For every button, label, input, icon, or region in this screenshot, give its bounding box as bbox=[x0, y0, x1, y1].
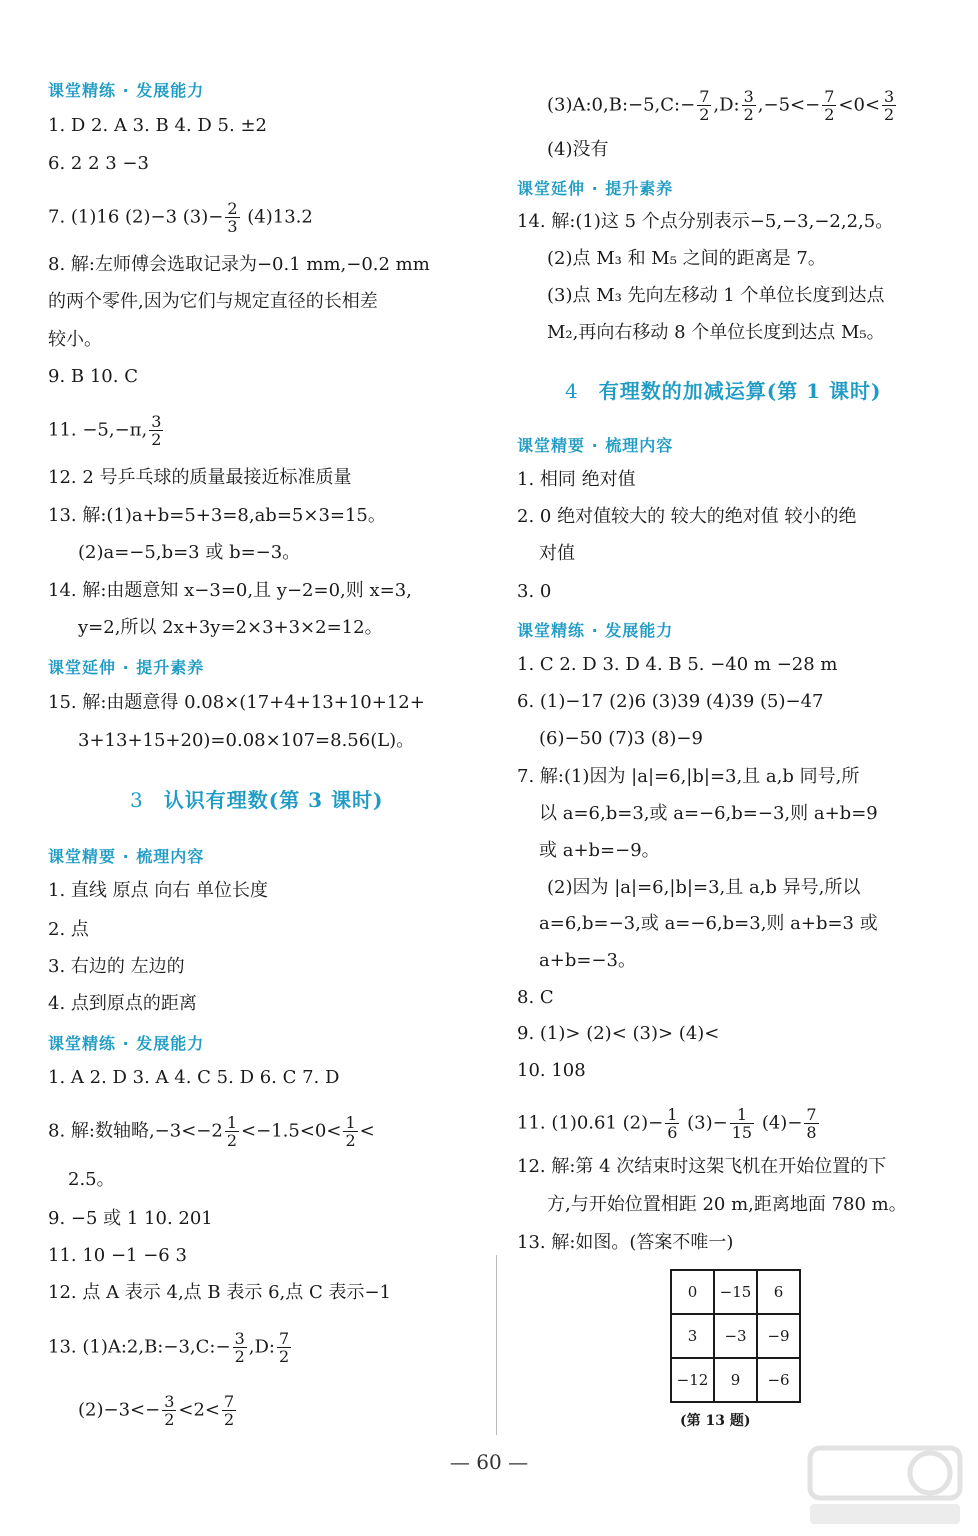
numerator: 1 bbox=[730, 1106, 754, 1124]
numerator: 3 bbox=[884, 87, 895, 106]
denominator: 2 bbox=[234, 1347, 245, 1366]
denominator: 2 bbox=[164, 1410, 175, 1429]
numerator: 3 bbox=[743, 87, 754, 106]
numerator: 3 bbox=[234, 1329, 245, 1348]
answer-grid bbox=[670, 1269, 801, 1403]
text: <2< bbox=[178, 1399, 221, 1421]
answer-line: 11. 10 −1 −6 3 bbox=[48, 1245, 187, 1266]
text: ,D: bbox=[713, 94, 740, 116]
denominator: 6 bbox=[667, 1123, 678, 1142]
fraction bbox=[882, 88, 896, 123]
answer-line: 10. 108 bbox=[517, 1060, 586, 1081]
lesson-number: 3 bbox=[130, 788, 144, 812]
answer-line: a+b=−3。 bbox=[539, 950, 636, 971]
denominator: 2 bbox=[151, 430, 162, 449]
section-heading: 课堂延伸 · 提升素养 bbox=[517, 179, 674, 198]
grid-cell: −9 bbox=[757, 1314, 800, 1358]
section-heading: 课堂精练 · 发展能力 bbox=[48, 81, 205, 100]
lesson-name: 认识有理数(第 3 课时) bbox=[163, 788, 384, 812]
denominator: 15 bbox=[731, 1123, 753, 1142]
answer-line bbox=[48, 1113, 375, 1150]
fraction bbox=[730, 1106, 754, 1141]
grid-cell: −6 bbox=[757, 1358, 800, 1402]
denominator: 2 bbox=[345, 1131, 356, 1150]
lesson-title bbox=[565, 375, 882, 404]
answer-line: 15. 解:由题意得 0.08×(17+4+13+10+12+ bbox=[48, 692, 425, 713]
answer-line: 2. 0 绝对值较大的 较大的绝对值 较小的绝 bbox=[517, 506, 857, 527]
answer-line: 9. (1)> (2)< (3)> (4)< bbox=[517, 1023, 720, 1044]
answer-line: 12. 2 号乒乓球的质量最接近标准质量 bbox=[48, 467, 352, 488]
grid-cell: 6 bbox=[757, 1270, 800, 1314]
denominator: 2 bbox=[224, 1410, 235, 1429]
fraction bbox=[804, 1106, 818, 1141]
text: <0< bbox=[838, 94, 881, 116]
numerator: 1 bbox=[667, 1105, 678, 1124]
numerator: 3 bbox=[164, 1392, 175, 1411]
answer-line: 对值 bbox=[539, 543, 575, 564]
answer-line: (6)−50 (7)3 (8)−9 bbox=[539, 728, 703, 749]
text: (3)− bbox=[681, 1112, 728, 1134]
lesson-title bbox=[130, 784, 384, 813]
text: 11. (1)0.61 (2)− bbox=[517, 1112, 664, 1134]
answer-line: 8. 解:左师傅会选取记录为−0.1 mm,−0.2 mm bbox=[48, 254, 430, 275]
grid-row bbox=[671, 1358, 800, 1402]
text: ,−5<− bbox=[757, 94, 821, 116]
grid-cell: −15 bbox=[714, 1270, 757, 1314]
numerator: 7 bbox=[824, 87, 835, 106]
denominator: 2 bbox=[699, 105, 710, 124]
answer-line: 方,与开始位置相距 20 m,距离地面 780 m。 bbox=[547, 1194, 907, 1215]
figure-caption: (第 13 题) bbox=[680, 1413, 751, 1429]
denominator: 2 bbox=[824, 105, 835, 124]
answer-line bbox=[48, 199, 313, 236]
answer-line: 9. −5 或 1 10. 201 bbox=[48, 1208, 213, 1229]
text: ,D: bbox=[248, 1336, 275, 1358]
numerator: 7 bbox=[224, 1392, 235, 1411]
denominator: 3 bbox=[227, 217, 238, 236]
numerator: 7 bbox=[699, 87, 710, 106]
answer-line: 1. 相同 绝对值 bbox=[517, 469, 636, 490]
answer-line: y=2,所以 2x+3y=2×3+3×2=12。 bbox=[78, 617, 383, 638]
fraction bbox=[225, 1114, 239, 1149]
answer-line: 1. D 2. A 3. B 4. D 5. ±2 bbox=[48, 115, 267, 136]
denominator: 2 bbox=[743, 105, 754, 124]
answer-line bbox=[547, 87, 898, 124]
text: < bbox=[359, 1120, 375, 1142]
answer-line: 3. 右边的 左边的 bbox=[48, 956, 185, 977]
grid-row bbox=[671, 1314, 800, 1358]
numerator: 1 bbox=[226, 1113, 238, 1132]
grid-cell: −3 bbox=[714, 1314, 757, 1358]
numerator: 1 bbox=[345, 1113, 356, 1132]
answer-line bbox=[48, 1329, 293, 1366]
text: 13. (1)A:2,B:−3,C:− bbox=[48, 1336, 231, 1358]
grid-cell: 9 bbox=[714, 1358, 757, 1402]
numerator: 7 bbox=[278, 1329, 290, 1348]
answer-line: 的两个零件,因为它们与规定直径的长相差 bbox=[48, 291, 378, 312]
fraction bbox=[149, 413, 163, 448]
denominator: 2 bbox=[226, 1131, 238, 1150]
fraction bbox=[222, 1393, 236, 1428]
numerator: 3 bbox=[151, 412, 162, 431]
section-heading: 课堂精要 · 梳理内容 bbox=[517, 436, 674, 455]
section-heading: 课堂精要 · 梳理内容 bbox=[48, 847, 205, 866]
answer-line: 6. 2 2 3 −3 bbox=[48, 153, 149, 174]
lesson-number: 4 bbox=[565, 379, 579, 403]
fraction bbox=[277, 1330, 291, 1365]
page-number: — 60 — bbox=[449, 1450, 529, 1474]
answer-line: 3+13+15+20)=0.08×107=8.56(L)。 bbox=[78, 730, 415, 751]
answer-line: (2)a=−5,b=3 或 b=−3。 bbox=[78, 542, 301, 563]
answer-line: 较小。 bbox=[48, 329, 102, 350]
answer-line bbox=[48, 412, 165, 449]
text: <−1.5<0< bbox=[241, 1120, 342, 1142]
column-divider bbox=[496, 1255, 497, 1435]
answer-line: 1. 直线 原点 向右 单位长度 bbox=[48, 880, 269, 901]
denominator: 2 bbox=[278, 1347, 290, 1366]
answer-line: (3)点 M₃ 先向左移动 1 个单位长度到达点 bbox=[547, 285, 885, 306]
text: 7. (1)16 (2)−3 (3)− bbox=[48, 206, 224, 228]
text: (4)− bbox=[756, 1112, 803, 1134]
answer-line: 6. (1)−17 (2)6 (3)39 (4)39 (5)−47 bbox=[517, 691, 824, 712]
text: 11. −5,−π, bbox=[48, 419, 148, 441]
answer-line: 1. A 2. D 3. A 4. C 5. D 6. C 7. D bbox=[48, 1067, 340, 1088]
denominator: 8 bbox=[806, 1123, 817, 1142]
answer-line: a=6,b=−3,或 a=−6,b=3,则 a+b=3 或 bbox=[539, 913, 878, 934]
answer-line: 7. 解:(1)因为 |a|=6,|b|=3,且 a,b 同号,所 bbox=[517, 766, 860, 787]
section-heading: 课堂精练 · 发展能力 bbox=[517, 621, 674, 640]
section-heading: 课堂延伸 · 提升素养 bbox=[48, 658, 205, 677]
fraction bbox=[822, 88, 836, 123]
answer-line: 8. C bbox=[517, 987, 554, 1008]
answer-line: 9. B 10. C bbox=[48, 366, 138, 387]
answer-line: M₂,再向右移动 8 个单位长度到达点 M₅。 bbox=[547, 322, 885, 343]
answer-line: 2. 点 bbox=[48, 919, 89, 940]
answer-line: 以 a=6,b=3,或 a=−6,b=−3,则 a+b=9 bbox=[539, 803, 878, 824]
grid-cell: −12 bbox=[671, 1358, 714, 1402]
numerator: 2 bbox=[227, 199, 238, 218]
lesson-name: 有理数的加减运算(第 1 课时) bbox=[598, 379, 882, 403]
grid-cell: 3 bbox=[671, 1314, 714, 1358]
answer-line bbox=[78, 1392, 238, 1429]
text: (4)13.2 bbox=[241, 206, 313, 228]
answer-line: 13. 解:如图。(答案不唯一) bbox=[517, 1232, 734, 1253]
answer-line: 或 a+b=−9。 bbox=[539, 840, 660, 861]
answer-line: 14. 解:(1)这 5 个点分别表示−5,−3,−2,2,5。 bbox=[517, 211, 894, 232]
section-heading: 课堂精练 · 发展能力 bbox=[48, 1034, 205, 1053]
text: (2)−3<− bbox=[78, 1399, 161, 1421]
answer-line: 1. C 2. D 3. D 4. B 5. −40 m −28 m bbox=[517, 654, 838, 675]
denominator: 2 bbox=[884, 105, 895, 124]
answer-line: 12. 点 A 表示 4,点 B 表示 6,点 C 表示−1 bbox=[48, 1282, 392, 1303]
fraction bbox=[225, 200, 239, 235]
grid-row bbox=[671, 1270, 800, 1314]
answer-line: 12. 解:第 4 次结束时这架飞机在开始位置的下 bbox=[517, 1156, 887, 1177]
fraction bbox=[343, 1114, 357, 1149]
text: (3)A:0,B:−5,C:− bbox=[547, 94, 696, 116]
answer-line: 13. 解:(1)a+b=5+3=8,ab=5×3=15。 bbox=[48, 505, 386, 526]
answer-line: (2)因为 |a|=6,|b|=3,且 a,b 异号,所以 bbox=[547, 877, 861, 898]
text: 8. 解:数轴略,−3<−2 bbox=[48, 1120, 223, 1142]
answer-line: 3. 0 bbox=[517, 581, 552, 602]
answer-line: 14. 解:由题意知 x−3=0,且 y−2=0,则 x=3, bbox=[48, 580, 412, 601]
grid-cell: 0 bbox=[671, 1270, 714, 1314]
answer-line bbox=[517, 1105, 821, 1142]
fraction bbox=[697, 88, 711, 123]
answer-line: 4. 点到原点的距离 bbox=[48, 993, 197, 1014]
fraction bbox=[162, 1393, 176, 1428]
fraction bbox=[665, 1106, 679, 1141]
numerator: 7 bbox=[806, 1105, 817, 1124]
fraction bbox=[742, 88, 756, 123]
watermark-logo-icon bbox=[800, 1440, 970, 1530]
answer-line: (2)点 M₃ 和 M₅ 之间的距离是 7。 bbox=[547, 248, 826, 269]
fraction bbox=[233, 1330, 247, 1365]
answer-line: 2.5。 bbox=[68, 1169, 115, 1190]
answer-line: (4)没有 bbox=[547, 139, 609, 160]
